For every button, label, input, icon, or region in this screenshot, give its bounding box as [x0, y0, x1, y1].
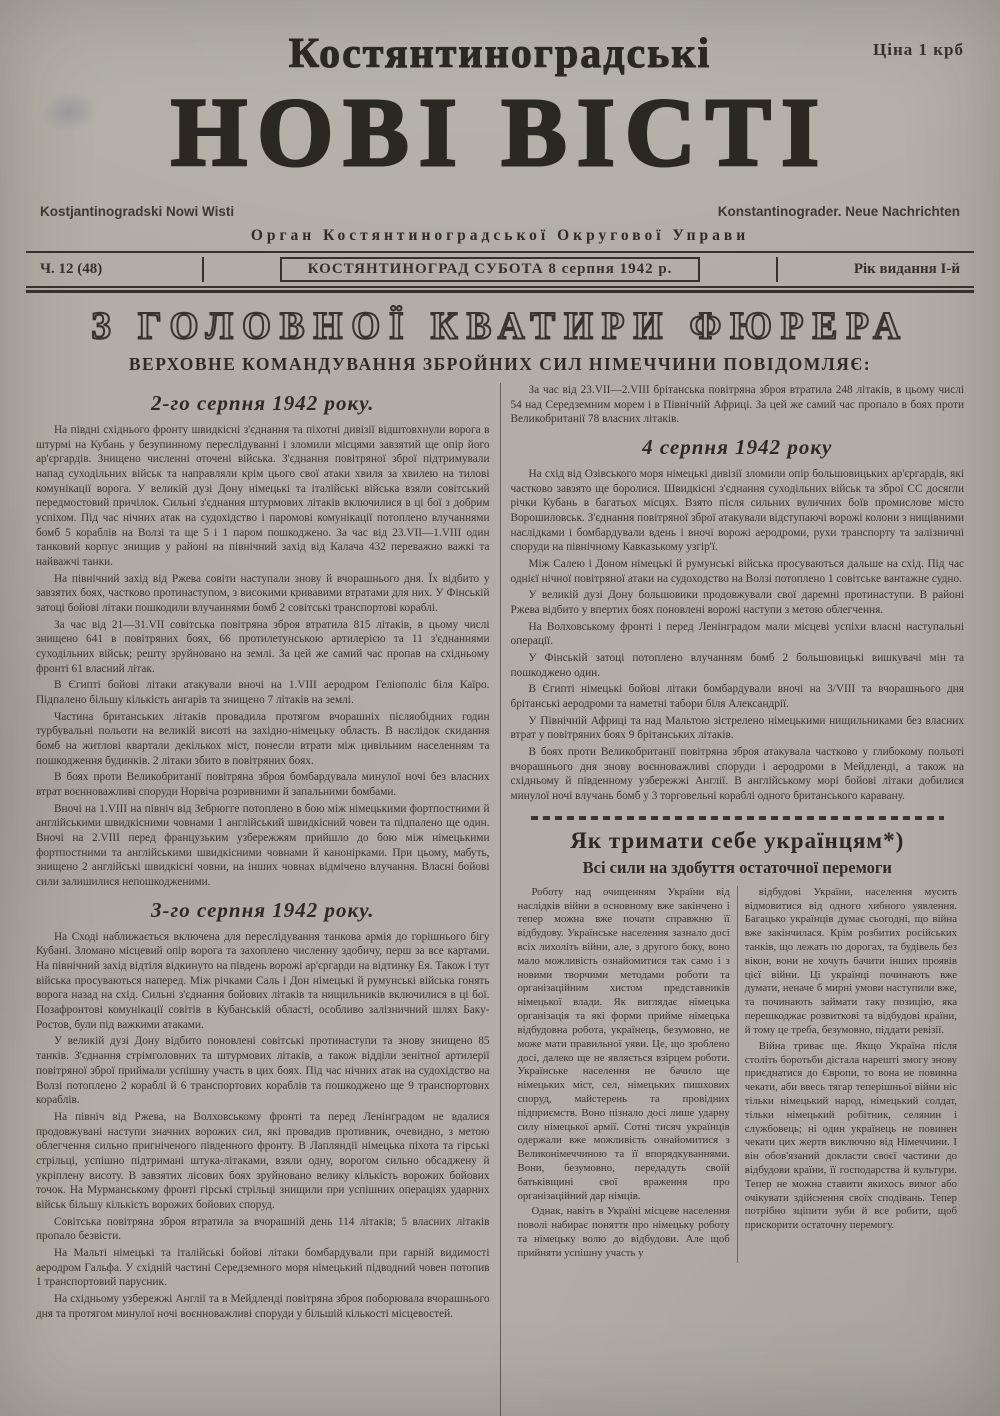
- masthead: [26, 0, 974, 251]
- paragraph: Роботу над очищенням України від наслідків війни в основному вже закінчено і тепер можна вже почати справжню її відбудову. Українське населення зазнало досі всіх лихоліть війни, але, з другого боку, воно мало можливість ознайомитися так само і з новими творчими методами роботи та організаційним хистом представників німецької влади. Як виглядає німецька організація та які форми прийме німецька відбудовна робота, українець, безумовно, не може мати правильної уяви. Це, що зроблено досі, далеко ще не являється взірцем роботи. Українське населення не бачило ще німецьких міст, сел, німецьких пишхових споруд, майстерень та провідних підприємств. Воно пізнало досі лише ударну силу німецької армії. Сотні тисяч українців одержали вже можливість ознайомитися з Великонімеччиною та її впорядкуваннями. Вони, безумовно, передадуть своїй батьківщині свої враження про організаційний дар німців.: [517, 885, 730, 1202]
- article-subcolumn-right: [738, 886, 964, 1263]
- paragraph: На Сході наближається включена для переслідування танкова армія до горішнього бігу Кубані. Зломано місцевий опір ворога та захоплено численну здобичу, перш за все картами. На північний захід відтіля відкинуто на південь ворожі ар'єргарди на відтинку Ея. Також і тут війська просуваються наперед. Між річками Саль і Дон німецькі й румунські війська гонять ворога назад на схід. Сильні з'єднання бойових літаків та нищильників включилися в ці бої. Позафронтові комунікації совітів в Кубанській області, особливо залізничний шлях Баку-Ростов, були під важкими атаками.: [36, 930, 490, 1031]
- paragraph: відбудові України, населення мусить відмовитися від одного хибного уявлення. Багацько українців думає сьогодні, що війна вже закінчилася. Крім розбитих російських танків, що лежать по дорогах, та будівель без вікон, вони не хочуть бачити інших проявів цієї війни. Ці українці починають вже думати, неначе б мирні умови наступили вже, та починають займати таку позицію, яка перешкоджає розвиткові та відбудові країни, й тому це треба, безумовно, піддати ревізії.: [744, 885, 957, 1036]
- section-heading-aug2: 2-го серпня 1942 року.: [151, 390, 375, 415]
- right-column: [501, 383, 975, 1416]
- paragraph: На східньому узбережжі Англії та в Мейдленді повітряна зброя поборювала вчорашнього дня та протягом минулої ночі воєнноважливі споруди у більшій кількості місцевостей.: [36, 1292, 490, 1320]
- section-heading-aug4: 4 серпня 1942 року: [642, 434, 833, 459]
- body-columns: [26, 383, 974, 1416]
- lead-section: [26, 305, 974, 375]
- paragraph: На півдні східнього фронту швидкісні з'єднання та піхотні дивізії відштовхнули ворога в штурмі на Кубань у безупинному переслідуванні і зломили місцями завзятий ще опір його ар'єргардів. Знищено численні оточені війська. З'єднання повітряної зброї підтримували напад суходільних військ та направляли крім цього свої атаки хвиля за хвилею на тилові комунікації ворога. У великій дузі Дону німецькі та італійські війська взяли совітський передмостовий причілок. Сильні з'єднання штурмових літаків включилися в ці бої з добрим успіхом. Під час нічних атак на судохідство і паромові комунікації потоплено влучаннями бомб 5 кораблів на Волзі та ще 5 і 1 паром пошкоджено. За час від 23.VII—1.VIII один танковий корпус знищив у районі на північний захід від Калача 432 переважно важкі та найважчі танки.: [36, 423, 490, 568]
- paragraph: За час від 21—31.VII совітська повітряна зброя втратила 815 літаків, в цьому числі знищено 641 в повітряних боях, 66 протилетунською артилерією та 11 з'єднаннями суходільних військ; решту зруйновано на землі. За цей же самий час пропав на східньому фронті 61 власний літак.: [36, 618, 490, 675]
- decorative-rule: [531, 816, 945, 820]
- paragraph: У великій дузі Дону большовики продовжували свої даремні протинаступи. В районі Ржева відбито у впертих боях поновлені ворожі наступи з метою облегчення.: [510, 589, 964, 617]
- paragraph: Совітська повітряна зброя втратила за вчорашній день 114 літаків; 5 власних літаків пропало безвісти.: [36, 1215, 490, 1243]
- price-label: Ціна 1 крб: [873, 40, 964, 59]
- paragraph: Частина британських літаків провадила протягом вчорашніх післяобідних годин турбувальні польоти на великій висоті на західно-німецьку область. В наслідок скидання бомб на житлові квартали декількох міст, понесли втрати між цивільним населенням та пошкодження будинків. 2 літаки збито в повітряних боях.: [36, 710, 490, 767]
- edition-year: Рік видання І-й: [853, 260, 960, 277]
- paragraph: У Північній Африці та над Мальтою зістрелено німецькими нищильниками без власних втрат у повітряних боях 9 брітанських літаків.: [510, 714, 964, 742]
- left-column: [26, 383, 500, 1416]
- organ-line: Орган Костянтиноградської Округової Управи: [250, 226, 750, 244]
- paragraph: В боях проти Великобританії повітряна зброя бомбардувала минулої ночі без власних втрат воєнноважливі споруди Норвіча розривними й запальними бомбами.: [36, 771, 490, 799]
- translit-left: Kostjantinogradski Nowi Wisti: [40, 203, 235, 219]
- lead-subheadline: ВЕРХОВНЕ КОМАНДУВАННЯ ЗБРОЙНИХ СИЛ НІМЕЧЧИНИ ПОВІДОМЛЯЄ:: [128, 353, 872, 374]
- transliteration-row: [40, 204, 960, 219]
- divider-rule: [26, 290, 974, 293]
- date-bar: [26, 251, 974, 288]
- translit-right: Konstantinograder. Neue Nachrichten: [717, 203, 960, 219]
- paragraph: В Єгипті бойові літаки атакували вночі на 1.VIII аеродром Геліополіс біля Каїро. Підпалено більшу кількість ангарів та знищено 7 літаків на землі.: [36, 679, 490, 707]
- paragraph: На північ від Ржева, на Волховському фронті та перед Ленінградом не вдалися продовжувані наступи значних ворожих сил, які провадив противник, очевидно, з метою облегчення сильно пригніченого південного фронту. В Лапляндії німецька піхота та гірські стрільці, успішно підтримані штука-літаками, взяли одну, ворогом сильно обсаджену й укріплену висоту. В завзятих лісових боях зруйновано велику кількість ворожих бойових точок. На Мурманському фронті гірські стрільці знищили при успішних операціях ударних військ більшу кількість ворожих бойових споруд.: [36, 1110, 490, 1211]
- lead-headline: З ГОЛОВНОЇ КВАТИРИ ФЮРЕРА: [91, 304, 909, 348]
- paragraph: На Мальті німецькі та італійські бойові літаки бомбардували при гарній видимості аеродром Гальфа. У східній частині Середземного моря німецький підводний човен потопив 1 транспортовий парусник.: [36, 1246, 490, 1289]
- paragraph: Вночі на 1.VIII на північ від Зебрюгге потоплено в бою між німецькими фортпостними й англійськими швидкісними човнами 1 англійський швидкісний човен та підпалено ще один. Вночі на 2.VIII перед французьким узбережжям прийшло до бою між німецькими фортпостними та англійськими швидкісними човнами й канонірками. При цьому, мабуть, знищено 2 англійські швидкісні човни, на інших човнах відмічено влучання. Власні бойові сили залишилися непошкодженими.: [36, 802, 490, 889]
- paragraph: За час від 23.VII—2.VIII брітанська повітряна зброя втратила 248 літаків, в цьому числі 54 над Середземним морем і в Північній Африці. За цей же самий час пропало в боях проти Великобританії 78 власних літаків.: [510, 383, 964, 426]
- paragraph: В Єгипті німецькі бойові літаки бомбардували вночі на 3/VIII та вчорашнього дня брітанські аеродроми та наметні табори біля Александрії.: [510, 683, 964, 711]
- section-heading-aug3: 3-го серпня 1942 року.: [151, 897, 375, 922]
- paragraph: В боях проти Великобританії повітряна зброя атакувала частково у глибокому польоті вчорашнього дня знову воєнноважливі споруди і аеродроми в Мейдленді, а також на східньому й південному узбережжі Англії. В англійському морі бойові літаки добилися минулої ночі влучань бомб у 3 торговельні кораблі одного британського каравану.: [510, 746, 964, 803]
- issue-number: Ч. 12 (48): [40, 260, 103, 277]
- masthead-title: НОВІ ВІСТІ: [170, 79, 830, 187]
- paragraph: У Фінській затоці потоплено влучанням бомб 2 большовицькі вишкувачі мін та пошкоджено один.: [510, 652, 964, 679]
- article-title: Як тримати себе українцям*): [570, 827, 905, 853]
- masthead-city-line: Костянтиноградські: [288, 31, 712, 77]
- paragraph: Однак, навіть в Україні місцеве населення поволі набирає поняття про німецьку роботу та німецьку волю до відбудови. Але щоб прийняти успішну участь у: [517, 1205, 730, 1259]
- paragraph: На схід від Озівського моря німецькі дивізії зломили опір большовицьких ар'єргардів, які частково завзято ще боролися. Швидкісні з'єднання суходільних військ та зброї СС досягли річки Кубань в багатьох місцях. Взято після сильних вуличних боїв промислове місто Ворошиловськ. З'єднання повітряної зброї атакували відступаючі ворожі колони з нищівними наслідками і бомбардували вдень і вночі ворожі аеродроми, рухи транспорту та залізничні споруди на північному Кавказькому узгір'ї.: [510, 467, 964, 554]
- paragraph: На північний захід від Ржева совіти наступали знову й вчорашнього дня. Їх відбито у завзятих боях, частково протинаступом, з високими кривавими втратами для них. У Фінській затоці бойові літаки пошкодили влучаннями бомб 2 совітські транспортові кораблі.: [36, 572, 490, 615]
- article-subcolumns: [511, 886, 965, 1263]
- paragraph: У великій дузі Дону відбито поновлені совітські протинаступи та знову знищено 85 танків. З'єднання стрімголовних та штурмових літаків, а також відділи зенітної артилерії повітряної зброї приймали успішну участь в цих боях. Під час нічних атак на судохідство на Волзі потоплено 2 кораблі й 6 транспортових кораблів та пошкоджено ще 9 транспортових кораблів.: [36, 1035, 490, 1107]
- dateline-cell: [202, 257, 778, 282]
- paragraph: Війна триває ще. Якщо Україна після століть боротьби дістала нарешті змогу знову приєднатися до Європи, то вона не повинна чекати, аби ввесь тягар теперішньої війни ніс тільки німецький народ, німецький солдат, тільки німецький робітник, селянин і службовець; ні один українець не повинен чекати цих жертв виключно від Німеччини. І він обов'язаний докласти своєї частини до відбудови країни, її господарства й культури. Тепер не можна ставити якихось вимог або очікувати здійснення своїх сподівань. Тепер потрібно зціпити зуби й все робити, щоб прискорити остаточну перемогу.: [744, 1039, 957, 1232]
- article-subtitle: Всі сили на здобуття остаточної перемоги: [582, 857, 892, 877]
- paragraph: Між Салею і Доном німецькі й румунські війська просуваються дальше на схід. Під час однієї нічної повітряної атаки на судоходство на Волзі потоплено 1 совітське вантажне судно.: [510, 558, 964, 585]
- paragraph: На Волховському фронті і перед Ленінградом мали місцеві успіхи власні наступальні операції.: [510, 620, 964, 648]
- article-subcolumn-left: [511, 886, 737, 1263]
- dateline: КОСТЯНТИНОГРАД СУБОТА 8 серпня 1942 р.: [280, 257, 701, 282]
